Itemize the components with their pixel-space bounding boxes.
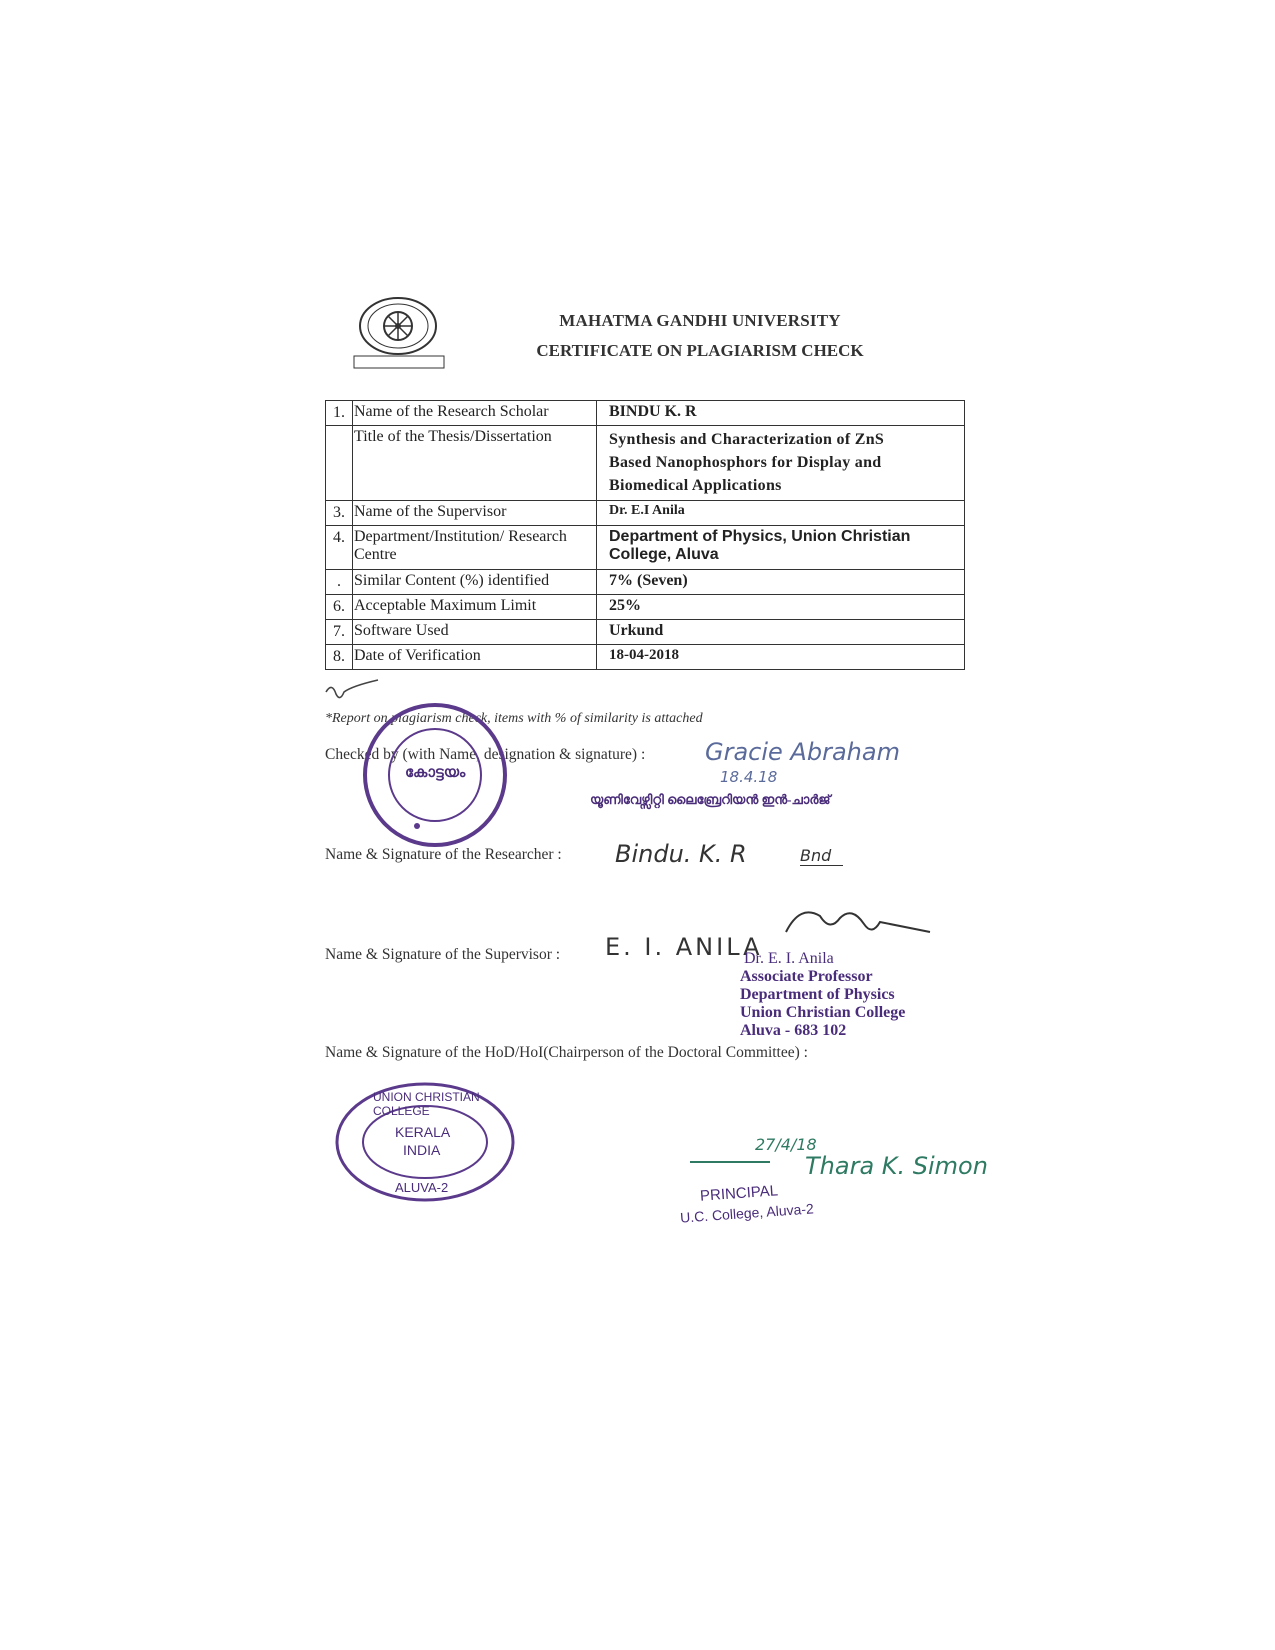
university-name: MAHATMA GANDHI UNIVERSITY [559, 311, 841, 330]
principal-institution: U.C. College, Aluva-2 [679, 1200, 815, 1226]
library-stamp [360, 700, 510, 850]
principal-title: PRINCIPAL [699, 1182, 779, 1205]
thesis-title: Synthesis and Characterization of ZnS Based Nanophosphors for Display and Biomedical Applications [597, 426, 965, 501]
max-limit: 25% [597, 595, 965, 620]
table-row: . Similar Content (%) identified 7% (Seven) [326, 570, 965, 595]
researcher-label: Name & Signature of the Researcher : [325, 846, 562, 863]
table-row: 3. Name of the Supervisor Dr. E.I Anila [326, 501, 965, 526]
table-row: Title of the Thesis/Dissertation Synthesis and Characterization of ZnS Based Nanophosphors for Display and Biomedical Applications [326, 426, 965, 501]
supervisor-handwritten-name: E. I. ANILA [605, 933, 763, 961]
researcher-name: Bindu. K. R [615, 840, 747, 868]
university-logo [348, 296, 458, 372]
hod-label: Name & Signature of the HoD/HoI(Chairperson of the Doctoral Committee) : [325, 1044, 808, 1061]
principal-signature: Thara K. Simon [805, 1152, 988, 1180]
department: Department of Physics, Union Christian College, Aluva [597, 526, 965, 570]
software-used: Urkund [597, 620, 965, 645]
report-note: *Report on plagiarism check, items with % of similarity is attached [325, 711, 703, 726]
supervisor-name: Dr. E.I Anila [597, 501, 965, 526]
verification-date: 18-04-2018 [597, 645, 965, 670]
stamp-place: കോട്ടയം [405, 765, 466, 781]
checker-signature: Gracie Abraham [705, 738, 900, 766]
similar-content: 7% (Seven) [597, 570, 965, 595]
table-row: 8. Date of Verification 18-04-2018 [326, 645, 965, 670]
supervisor-stamp: Dr. E. I. Anila Associate Professor Department of Physics Union Christian College Aluva - 683 102 [740, 950, 906, 1039]
college-seal: UNION CHRISTIAN COLLEGE KERALA INDIA ALUVA-2 [333, 1080, 518, 1205]
certificate-title: CERTIFICATE ON PLAGIARISM CHECK [536, 341, 864, 360]
principal-sign-date: 27/4/18 [755, 1135, 817, 1154]
supervisor-signature [780, 902, 940, 957]
table-row: 6. Acceptable Maximum Limit 25% [326, 595, 965, 620]
librarian-designation: യൂണിവേഴ്സിറ്റി ലൈബ്രേറിയൻ ഇൻ-ചാർജ് [590, 792, 831, 807]
checker-date: 18.4.18 [720, 768, 778, 786]
scholar-info-table [325, 400, 965, 670]
checked-by-label: Checked by (with Name, designation & signature) : [325, 746, 646, 763]
researcher-signature: Bnd [800, 846, 843, 866]
table-row: 1. Name of the Research Scholar BINDU K. R [326, 401, 965, 426]
supervisor-label: Name & Signature of the Supervisor : [325, 946, 561, 963]
scholar-name: BINDU K. R [597, 401, 965, 426]
table-row: 7. Software Used Urkund [326, 620, 965, 645]
table-row: 4. Department/Institution/ Research Centre Department of Physics, Union Christian College, Aluva [326, 526, 965, 570]
